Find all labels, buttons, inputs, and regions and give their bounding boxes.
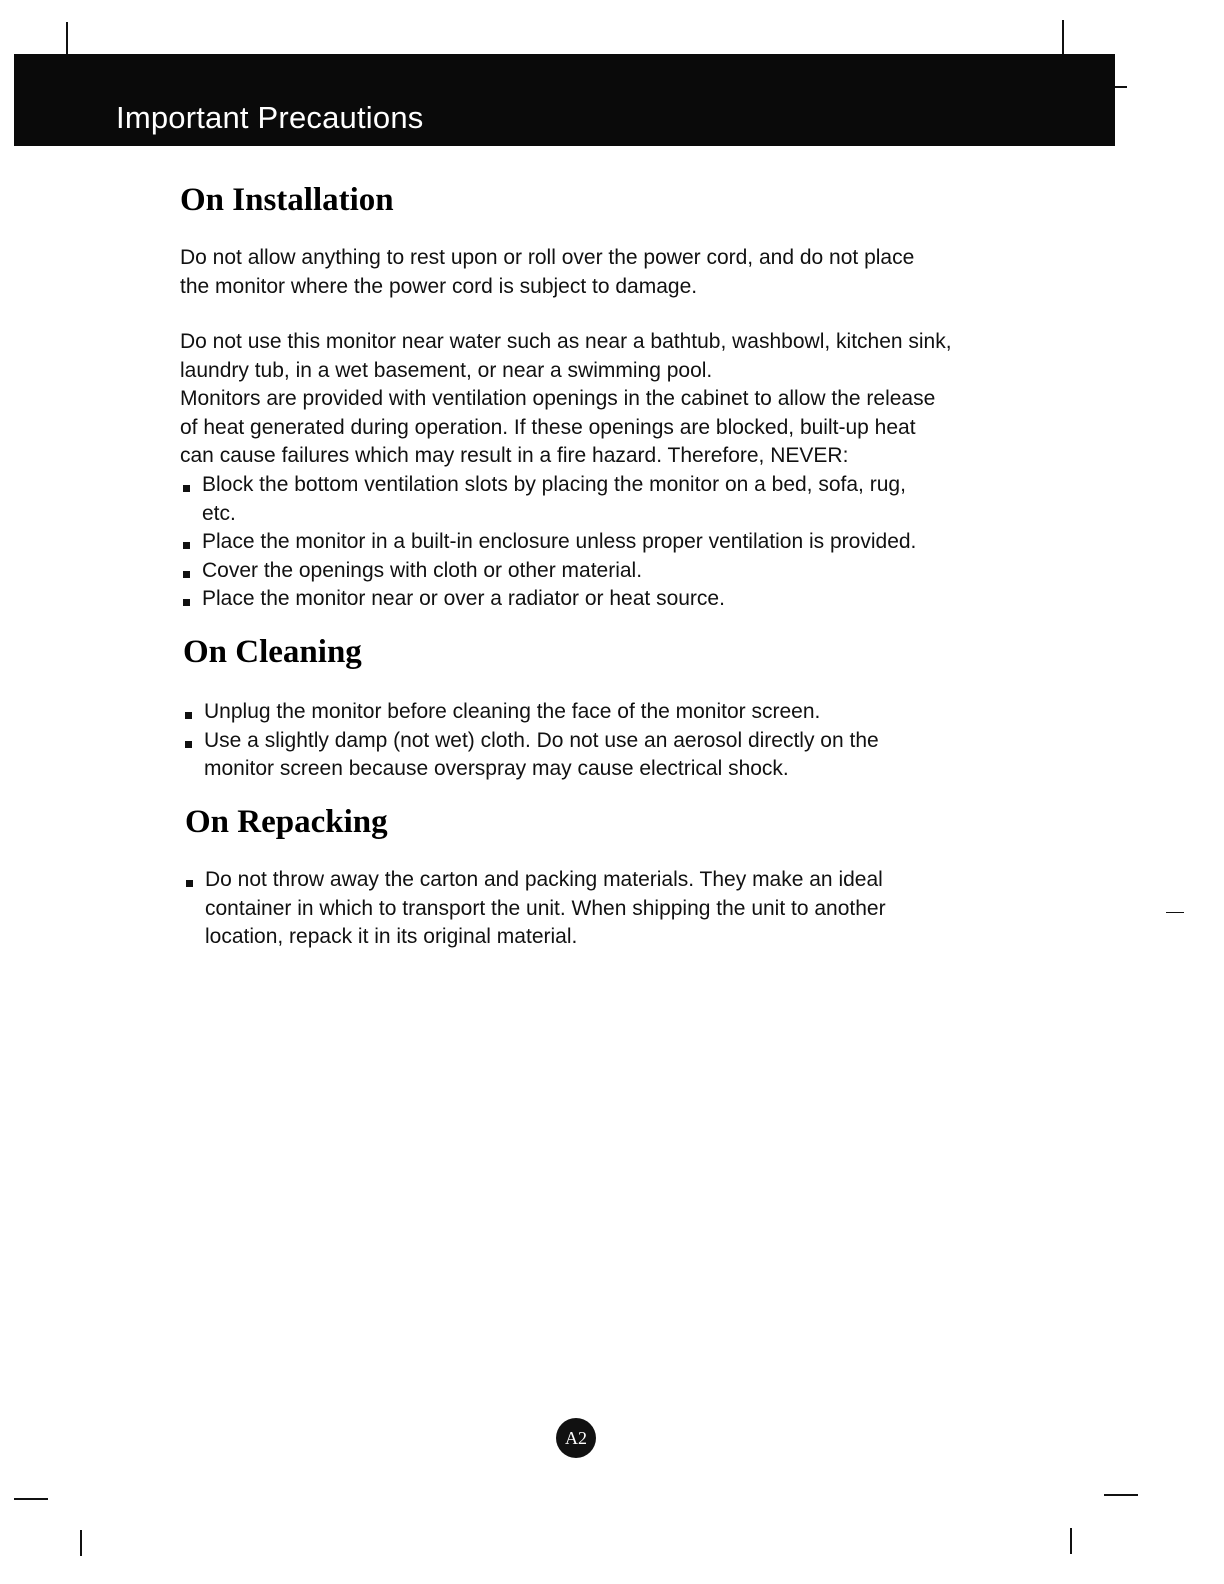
- crop-mark-bottom-left-v: [80, 1530, 82, 1556]
- square-bullet-icon: [185, 741, 192, 748]
- square-bullet-icon: [183, 485, 190, 492]
- installation-heading: On Installation: [180, 182, 394, 218]
- installation-paragraph-2: Do not use this monitor near water such as near a bathtub, washbowl, kitchen sink, laundry tub, in a wet basement, or near a swimming pool. Monitors are provided with ventilation openings in the cabinet to allow the release of heat generated during operation. If these openings are blocked, built-up heat can cause failures which may result in a fire hazard. Therefore, NEVER:: [180, 330, 952, 467]
- list-item: [183, 866, 913, 952]
- crop-mark-top-right: [1062, 20, 1064, 58]
- installation-bullet-list: [180, 471, 940, 614]
- list-item-text: Block the bottom ventilation slots by placing the monitor on a bed, sofa, rug, etc.: [202, 473, 906, 525]
- crop-mark-bottom-right-v: [1070, 1528, 1072, 1554]
- list-item: [180, 585, 940, 614]
- repacking-heading: On Repacking: [185, 804, 388, 840]
- page-number-badge: A2: [556, 1418, 596, 1458]
- crop-mark-bottom-right-h: [1104, 1494, 1138, 1496]
- square-bullet-icon: [183, 599, 190, 606]
- square-bullet-icon: [186, 880, 193, 887]
- list-item-text: Do not throw away the carton and packing materials. They make an ideal container in which to transport the unit. When shipping the unit to another location, repack it in its original material.: [205, 868, 886, 948]
- crop-mark-right-tick: [1115, 86, 1127, 88]
- square-bullet-icon: [183, 571, 190, 578]
- list-item-text: Cover the openings with cloth or other material.: [202, 558, 643, 582]
- square-bullet-icon: [183, 542, 190, 549]
- page-title: Important Precautions: [116, 100, 424, 135]
- square-bullet-icon: [185, 712, 192, 719]
- header-bar: [14, 54, 1115, 146]
- list-item-text: Place the monitor in a built-in enclosure unless proper ventilation is provided.: [202, 530, 917, 553]
- list-item: [180, 557, 940, 586]
- list-item: [182, 727, 902, 784]
- repacking-bullet-list: [183, 866, 913, 952]
- cleaning-bullet-list: [182, 698, 902, 784]
- list-item: [180, 471, 940, 528]
- list-item-text: Unplug the monitor before cleaning the face of the monitor screen.: [204, 700, 821, 723]
- installation-paragraph-1: Do not allow anything to rest upon or roll over the power cord, and do not place the monitor where the power cord is subject to damage.: [180, 246, 915, 298]
- list-item: [180, 528, 940, 557]
- crop-mark-right-side: [1166, 912, 1184, 913]
- cleaning-heading: On Cleaning: [183, 634, 362, 670]
- list-item-text: Place the monitor near or over a radiator or heat source.: [202, 587, 725, 610]
- list-item-text: Use a slightly damp (not wet) cloth. Do not use an aerosol directly on the monitor screen because overspray may cause electrical shock.: [204, 728, 879, 780]
- list-item: [182, 698, 902, 727]
- crop-mark-bottom-left-h: [14, 1498, 48, 1500]
